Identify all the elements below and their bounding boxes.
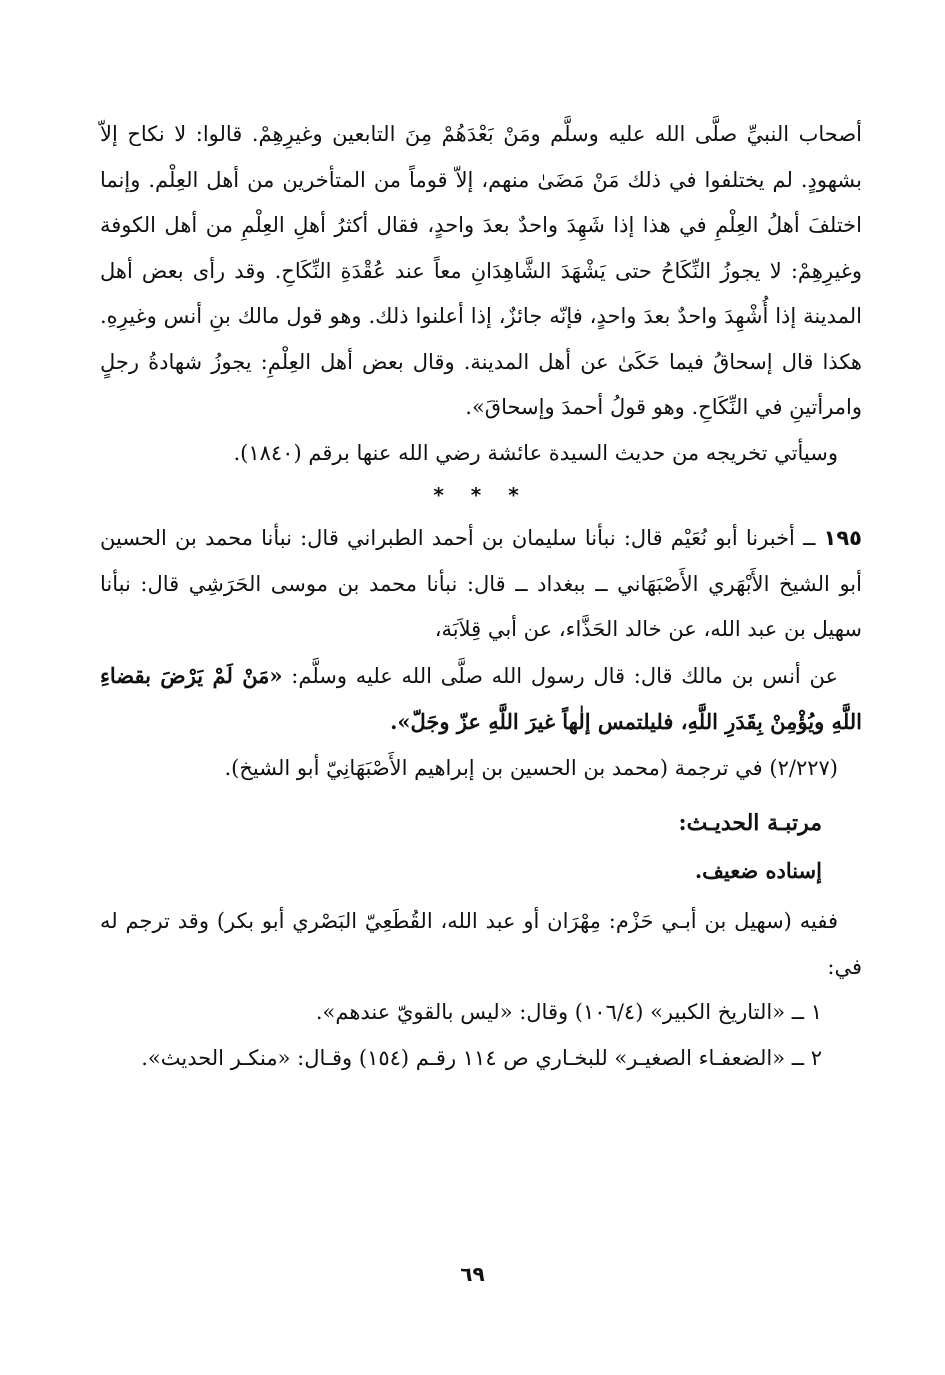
hadith-text	[100, 653, 862, 746]
cross-reference-note: وسيأتي تخريجه من حديث السيدة عائشة رضي الله عنها برقم (١٨٤٠).	[233, 440, 838, 465]
page-number: ٦٩	[460, 1262, 485, 1286]
hadith-matn: «مَنْ لَمْ يَرْضَ بقضاءِ اللَّهِ ويُؤْمِنْ بِقَدَرِ اللَّهِ، فليلتمس إلٰهاً غيرَ اللَّهِ عزّ وجَلّ».	[100, 662, 862, 734]
grade-heading: مرتبـة الحديـث:	[678, 810, 822, 836]
list-item-1: ١ ــ «التاريخ الكبير» (١٠٦/٤) وقال: «ليس بالقويّ عندهم».	[315, 1000, 822, 1024]
hadith-chain-start: عن أنس بن مالك قال: قال رسول الله صلَّى الله عليه وسلَّم:	[291, 663, 838, 688]
source-reference: (٢/٢٢٧) في ترجمة (محمد بن الحسين بن إبراهيم الأَصْبَهَانِيّ أبو الشيخ).	[224, 755, 838, 780]
hadith-isnad-text: أخبرنا أبو نُعَيْم قال: نبأنا سليمان بن أحمد الطبراني قال: نبأنا محمد بن الحسين أبو الشيخ الأَبْهَري الأَصْبَهَاني ــ ببغداد ــ قال: نبأنا محمد بن موسى الحَرَشِي قال: نبأنا سهيل بن عبد الله، عن خالد الحَذَّاء، عن أبي قِلاَبَة،	[100, 526, 862, 641]
list-item-2: ٢ ــ «الضعفـاء الصغيـر» للبخـاري ص ١١٤ رقـم (١٥٤) وقـال: «منكـر الحديث».	[141, 1045, 822, 1070]
hadith-number-dash: ــ	[803, 526, 816, 550]
grade-value: إسناده ضعيف.	[694, 858, 822, 883]
page-body	[100, 112, 862, 1081]
section-separator: * * *	[433, 483, 529, 507]
hadith-number: ١٩٥	[823, 526, 862, 550]
commentary-paragraph: أصحاب النبيِّ صلَّى الله عليه وسلَّم ومَنْ بَعْدَهُمْ مِنَ التابعين وغيرِهِمْ. قالوا: لا نكاح إلاّ بشهودٍ. لم يختلفوا في ذلك مَنْ مَضَىٰ منهم، إلاّ قوماً من المتأخرين من أهل العِلْم. وإنما اختلفَ أهلُ العِلْمِ في هذا إذا شَهِدَ واحدٌ بعدَ واحدٍ، فقال أكثرُ أهلِ العِلْمِ من أهل الكوفة وغيرِهِمْ: لا يجوزُ النِّكَاحُ حتى يَشْهَدَ الشَّاهِدَانِ معاً عند عُقْدَةِ النِّكَاحِ. وقد رأى بعض أهل المدينة إذا أُشْهِدَ واحدٌ بعدَ واحدٍ، فإنّه جائزٌ، إذا أعلنوا ذلك. وهو قول مالك بنِ أنس وغيرِهِ. هكذا قال إسحاقُ فيما حَكَىٰ عن أهل المدينة. وقال بعض أهل العِلْمِ: يجوزُ شهادةُ رجلٍ وامرأتينِ في النِّكَاحِ. وهو قولُ أحمدَ وإسحاقَ».	[100, 122, 862, 419]
narrator-paragraph: ففيه (سهيل بن أبـي حَزْم: مِهْرَان أو عبد الله، القُطَعِيّ البَصْري أبو بكر) وقد ترجم له في:	[100, 909, 862, 979]
hadith-isnad	[100, 516, 862, 653]
